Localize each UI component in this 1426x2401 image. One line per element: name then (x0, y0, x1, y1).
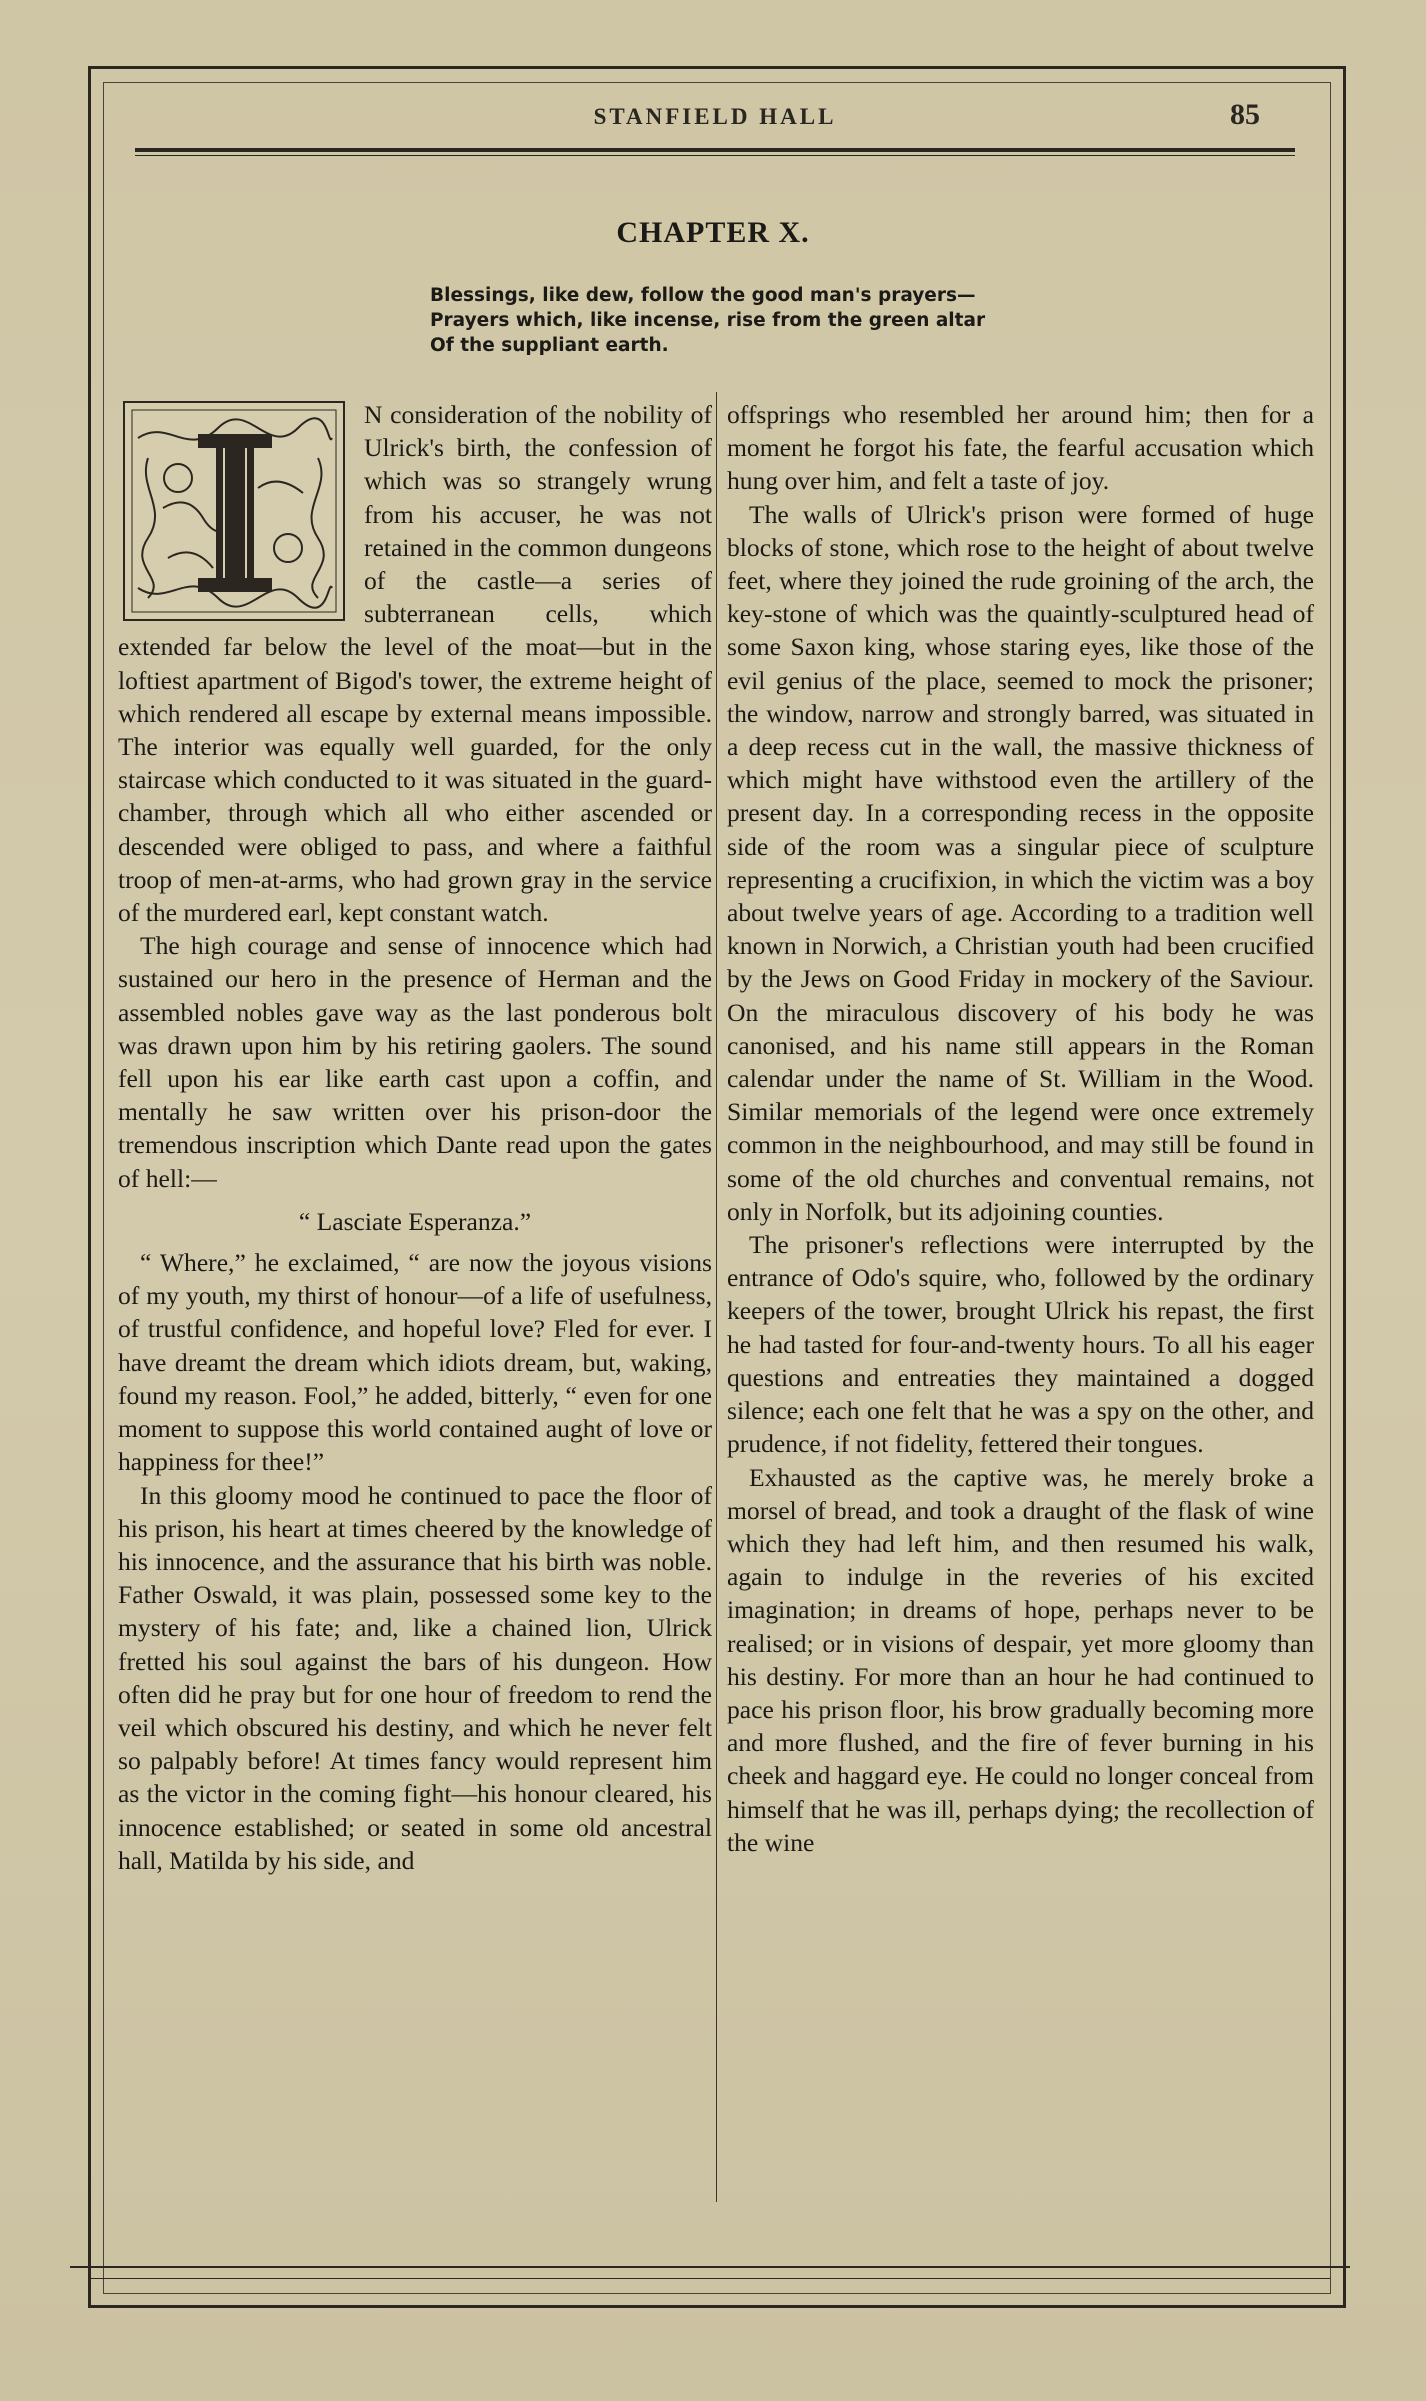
ornamental-initial-icon (118, 398, 350, 626)
paragraph: “ Where,” he exclaimed, “ are now the joyous visions of my youth, my thirst of honour—of a life of usefulness, of trustful confidence, and hopeful love? Fled for ever. I have dreamt the dream which idiots dream, but, waking, found my reason. Fool,” he added, bitterly, “ even for one moment to suppose this world contained aught of love or happiness for thee!” (118, 1248, 712, 1477)
chapter-title: CHAPTER X. (616, 216, 810, 249)
paragraph: In this gloomy mood he continued to pace the floor of his prison, his heart at times cheered by the knowledge of his innocence, and the assurance that his birth was noble. Father Oswald, it was plain, possessed some key to the mystery of his fate; and, like a chained lion, Ulrick fretted his soul against the bars of his dungeon. How often did he pray but for one hour of freedom to rend the veil which obscured his destiny, and which he never felt so palpably before! At times fancy would represent him as the victor in the coming fight—his honour cleared, his innocence established; or seated in some old ancestral hall, Matilda by his side, and (118, 1480, 712, 1875)
footer-rule (70, 2266, 1350, 2268)
paragraph: The walls of Ulrick's prison were formed of huge blocks of stone, which rose to the height of about twelve feet, where they joined the rude groining of the arch, the key-stone of which was the quaintly-sculptured head of some Saxon king, whose staring eyes, like those of the evil genius of the place, seemed to mock the prisoner; the window, narrow and strongly barred, was situated in a deep recess cut in the wall, the massive thickness of which might have withstood even the artillery of the present day. In a corresponding recess in the opposite side of the room was a singular piece of sculpture representing a crucifixion, in which the victim was a boy about twelve years of age. According to a tradition well known in Norwich, a Christian youth had been crucified by the Jews on Good Friday in mockery of the Saviour. On the miraculous discovery of his body he was canonised, and his name still appears in the Roman calendar under the name of St. William in the Wood. Similar memorials of the legend were once extremely common in the neighbourhood, and may still be found in some of the old churches and conventual remains, not only in Norfolk, but its adjoining counties. (727, 499, 1314, 1226)
epigraph (430, 283, 1130, 358)
inscription: “ Lasciate Esperanza.” (298, 1206, 532, 1236)
header-rule-thin (135, 155, 1295, 156)
paragraph: N consideration of the nobility of Ulrick's birth, the confession of which was so strangely wrung from his accuser, he was not retained in the common dungeons of the castle—a series of subterranean cells, which extended far below the level of the moat—but in the loftiest apartment of Bigod's tower, the extreme height of which rendered all escape by external means impossible. The interior was equally well guarded, for the only staircase which conducted to it was situated in the guard-chamber, through which all who either ascended or descended were obliged to pass, and where a faithful troop of men-at-arms, who had grown gray in the service of the murdered earl, kept constant watch. (118, 400, 712, 928)
running-head (130, 98, 1300, 138)
ornamental-initial (118, 398, 350, 626)
paragraph: offsprings who resembled her around him; then for a moment he forgot his fate, the fearful accusation which hung over him, and felt a taste of joy. (727, 400, 1314, 496)
paragraph: The prisoner's reflections were interrupted by the entrance of Odo's squire, who, followed by the ordinary keepers of the tower, brought Ulrick his repast, the first he had tasted for four-and-twenty hours. To all his eager questions and entreaties they maintained a dogged silence; each one felt that he was a spy on the other, and prudence, if not fidelity, fettered their tongues. (727, 1230, 1314, 1459)
header-rule (135, 148, 1295, 152)
paragraph: Exhausted as the captive was, he merely broke a morsel of bread, and took a draught of the flask of wine which they had left him, and then resumed his walk, again to indulge in the reveries of his excited imagination; in dreams of hope, perhaps never to be realised; or in visions of despair, yet more gloomy than his destiny. For more than an hour he had continued to pace his prison floor, his brow gradually becoming more and more flushed, and the fire of fever burning in his cheek and haggard eye. He could no longer conceal from himself that he was ill, perhaps dying; the recollection of the wine (727, 1462, 1314, 1857)
page-number: 85 (1230, 98, 1260, 131)
running-title: STANFIELD HALL (593, 104, 837, 129)
right-column (727, 398, 1314, 1859)
left-column (118, 398, 712, 1877)
epigraph-line: Prayers which, like incense, rise from the green altar (430, 310, 986, 331)
footer-rule-thin (90, 2278, 1330, 2279)
epigraph-line: Blessings, like dew, follow the good man's prayers— (430, 285, 976, 306)
paragraph: The high courage and sense of innocence which had sustained our hero in the presence of Herman and the assembled nobles gave way as the last ponderous bolt was drawn upon him by his retiring gaolers. The sound fell upon his ear like earth cast upon a coffin, and mentally he saw written over his prison-door the tremendous inscription which Dante read upon the gates of hell:— (118, 931, 712, 1193)
column-divider (716, 392, 717, 2202)
epigraph-line: Of the suppliant earth. (430, 335, 669, 356)
